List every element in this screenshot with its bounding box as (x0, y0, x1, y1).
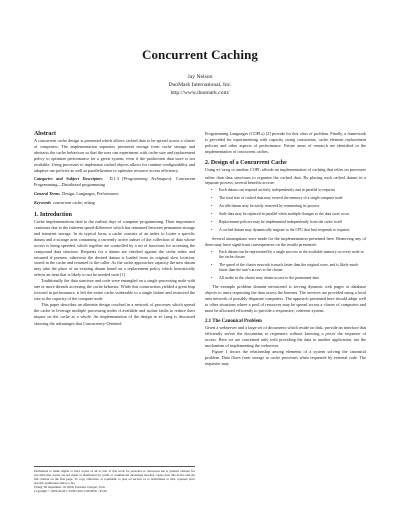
left-column (34, 131, 195, 327)
abstract-text: A concurrent cache design is presented which allows cached data to be spread across a cluster of computers. The implementation separates persistent storage from cache storage and abstracts the cache behaviour so that the user can experiment with cache size and replacement policy to optimize performance for a given system, even if the production data store is not available. Using processes to implement cached objects allows for runtime configurability and adaptive use policies as well as parallelization to optimize resource access efficiency. (34, 138, 195, 173)
right-column (205, 131, 366, 367)
copyright-footnote (34, 469, 195, 493)
design-paragraph-2: Several assumptions were made for the implementation presented here. Removing any of them may have significant consequences on the results presented: (205, 236, 366, 248)
keywords-label: Keywords (34, 200, 51, 206)
assumptions-list (205, 250, 366, 281)
list-item: • All nodes in the cluster may obtain access to the permanent data (211, 276, 319, 281)
footnote-copyright: Copyright © 2006 ACM 1-59593-490-1/06/0009... $5.00 (34, 489, 107, 493)
terms-label: General Terms (34, 191, 60, 197)
list-item: • Stale data may be replaced in parallel when multiple changes to the data store occur (211, 212, 350, 217)
terms-text: Design, Languages, Performance (62, 191, 119, 197)
design-paragraph-1: Using erlang or another COPL affords an implementation of caching that relies on processes rather than data structures to organize the cached data. By placing each cached datum in a separate process, several benefits accrue: (205, 166, 366, 186)
intro-paragraph-1: Cache implementations date to the earliest days of computer programming. Their importance continues due to the inherent speed difference which has remained between permanent storage and transient storage. In its typical form, a cache consists of an index to locate a specific datum and a storage area containing a currently active subset of the collection of data whose access is being speeded, which together are controlled by a set of functions for accessing the compound data structure. Requests for a datum are checked against the cache index and returned if present, otherwise the desired datum is loaded from its original slow location, stored in the cache and returned to the caller. As the cache approaches capacity the new datum may take the place of an existing datum based on a replacement policy which heuristically selects an item that is likely to not be needed soon [1]. (34, 219, 195, 278)
erlang-code: erlang (158, 315, 173, 320)
intro-heading: 1. Introduction (34, 212, 72, 219)
design-heading: 2. Design of a Concurrent Cache (205, 159, 287, 166)
a-priori-text: priori (325, 331, 336, 337)
list-item: • The speed of the cluster network is much faster than the original store, and is likely much faster than the user's access to the cluster (211, 263, 359, 273)
categories-technique: Programming Techniques (123, 176, 170, 182)
footnote-venue: Erlang '06 September 16, 2006, Portland, Oregon, USA (34, 485, 105, 489)
list-item: • The total size of cached data may exceed the memory of a single compute node (211, 196, 343, 201)
categories-rest: ]: Concurrent Programming—Distributed programming (34, 176, 195, 188)
list-item: • Each datum can be represented by a single process in the available memory on every node in the cache cluster (211, 250, 364, 260)
author-affiliation: DuoMark International, Inc. (168, 82, 232, 88)
intro-continued: Programming Languages (COPLs) [2] provide for this class of problem. Finally, a framework is provided for experimenting with capacity sizing constraints, cache element replacement policies and other aspects of performance. Future areas of research are identified in the implementation of concurrent caches. (205, 131, 366, 154)
benefits-list (205, 188, 366, 233)
erlang-code-2: erlang (216, 168, 231, 173)
footnote-permission: Permission to make digital or hard copies of all or part of this work for personal or classroom use is granted without fee provided that copies are not made or distributed for profit or commercial advantage and that copies bear this notice and the full citation on the first page. To copy otherwise, to republish, to post on servers or to redistribute to lists, requires prior specific permission and/or a fee. (34, 469, 195, 485)
categories-label: Categories and Subject Descriptors (34, 176, 103, 182)
abstract-heading: Abstract (34, 131, 56, 137)
footnote-rule (34, 466, 195, 467)
intro-paragraph-3: This paper describes an alternate design couched in a network of processes which spread the cache to leverage multiple processing nodes if available and isolate faults to reduce their impact on the cache as a whole. An implementation of the design in erlang is discussed showing the advantages that Concurrency-Oriented (34, 301, 195, 327)
canonical-paragraph-2: Figure 1 shows the relationship among elements of a system solving the canonical problem. Data flows from storage to cache processes when requested by external code. The requester may (205, 348, 366, 366)
paper-title: Concurrent Caching (141, 47, 259, 62)
list-item: • Replacement policies may be implemented independently from the cache itself (211, 220, 342, 225)
categories-code: D.1.3 [ (109, 176, 124, 182)
canonical-paragraph-1: Given a webserver and a large set of documents which reside on disk, provide an interface that efficiently serves the documents to requesters without knowing a priori the sequence of access. Here we are concerned only with providing the data to another application, not the mechanism of implementing the webserver. (205, 325, 367, 348)
author-url: http://www.duomark.com/ (170, 90, 230, 96)
keywords-text: concurrent cache, erlang (53, 200, 95, 206)
categories-line (34, 176, 195, 188)
design-paragraph-3: The example problem domain envisioned is serving dynamic web pages or database objects to users requesting the data across the Internet. The services are provided using a local area network of possibly disparate computers. The approach presented here should adapt well to other situations where a pool of resources may be spread across a cluster of computers and must be allocated efficiently to provide a responsive, coherent system. (205, 284, 366, 313)
author-name: Jay Nelson (187, 74, 213, 80)
list-item: • Each datum can respond actively, independently and in parallel to requests (211, 188, 336, 193)
intro-paragraph-2: Traditionally the data structure and code were entangled on a single processing node with one or more threads accessing the cache behavior. While this construction yielded a great leap forward in performance, it left the entire cache vulnerable to a single failure and restricted the size to the capacity of the compute node. (34, 278, 195, 301)
list-item: • A cached datum may dynamically migrate to the CPU that best responds to requests (211, 228, 350, 233)
list-item: • An idle datum may be easily removed by terminating its process (211, 204, 320, 209)
canonical-problem-heading: 2.1 The Canonical Problem (205, 318, 262, 324)
